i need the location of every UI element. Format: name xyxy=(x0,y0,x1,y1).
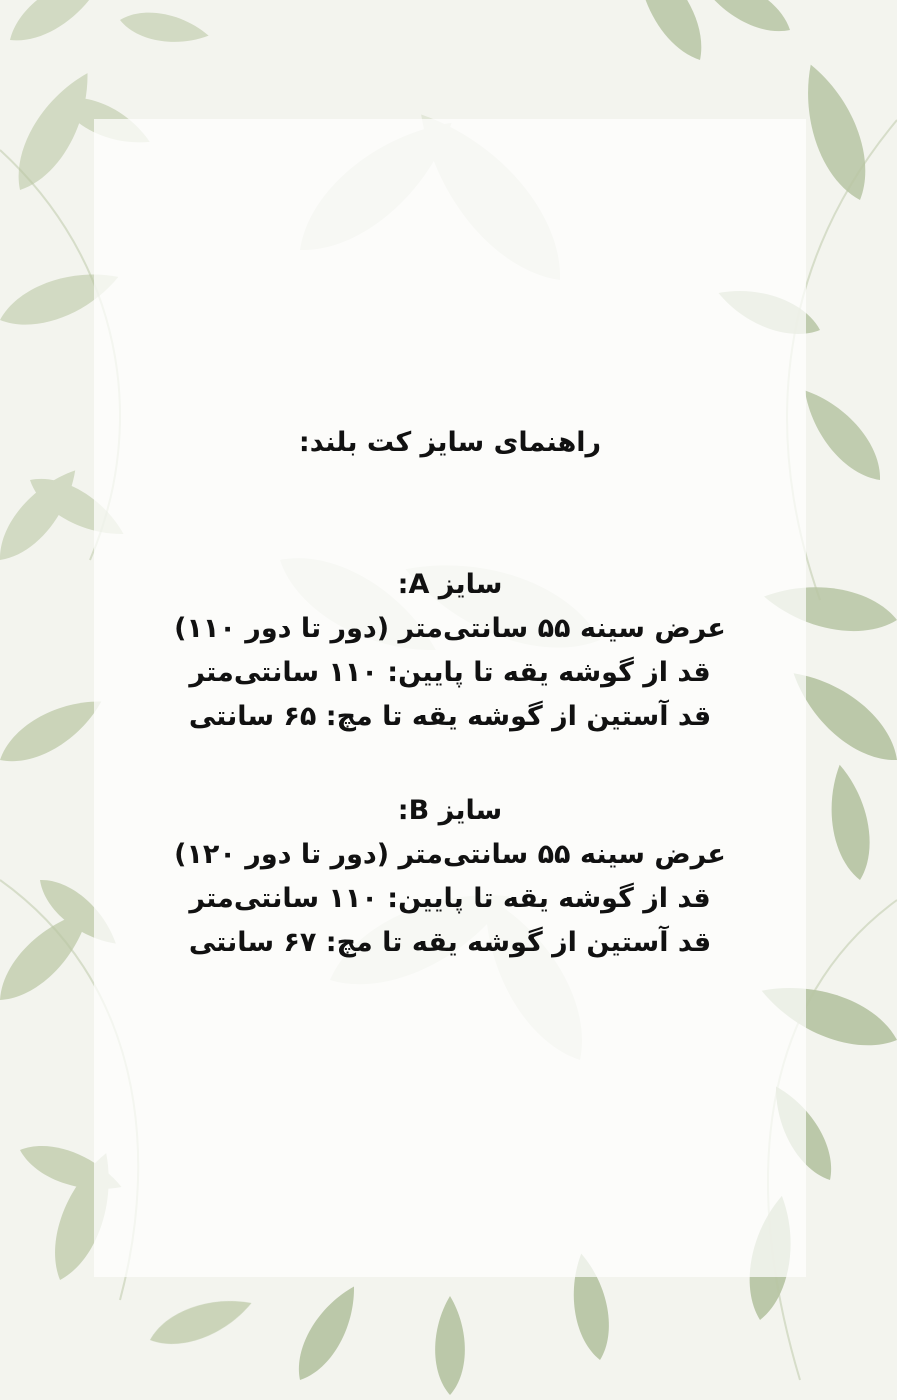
size-b-section xyxy=(94,789,806,965)
size-a-section xyxy=(94,563,806,739)
size-a-chest: عرض سینه ۵۵ سانتی‌متر (دور تا دور ۱۱۰) xyxy=(174,613,726,644)
size-a-length: قد از گوشه یقه تا پایین: ۱۱۰ سانتی‌متر xyxy=(189,657,711,688)
size-b-length: قد از گوشه یقه تا پایین: ۱۱۰ سانتی‌متر xyxy=(189,883,711,914)
size-a-sleeve: قد آستین از گوشه یقه تا مچ: ۶۵ سانتی xyxy=(188,701,712,732)
size-b-sleeve: قد آستین از گوشه یقه تا مچ: ۶۷ سانتی xyxy=(188,927,712,958)
size-b-chest: عرض سینه ۵۵ سانتی‌متر (دور تا دور ۱۲۰) xyxy=(174,839,726,870)
size-guide xyxy=(94,119,806,1277)
size-b-heading: سایز B: xyxy=(397,795,503,826)
page-title: راهنمای سایز کت بلند: xyxy=(298,427,602,458)
size-a-heading: سایز A: xyxy=(397,569,503,600)
